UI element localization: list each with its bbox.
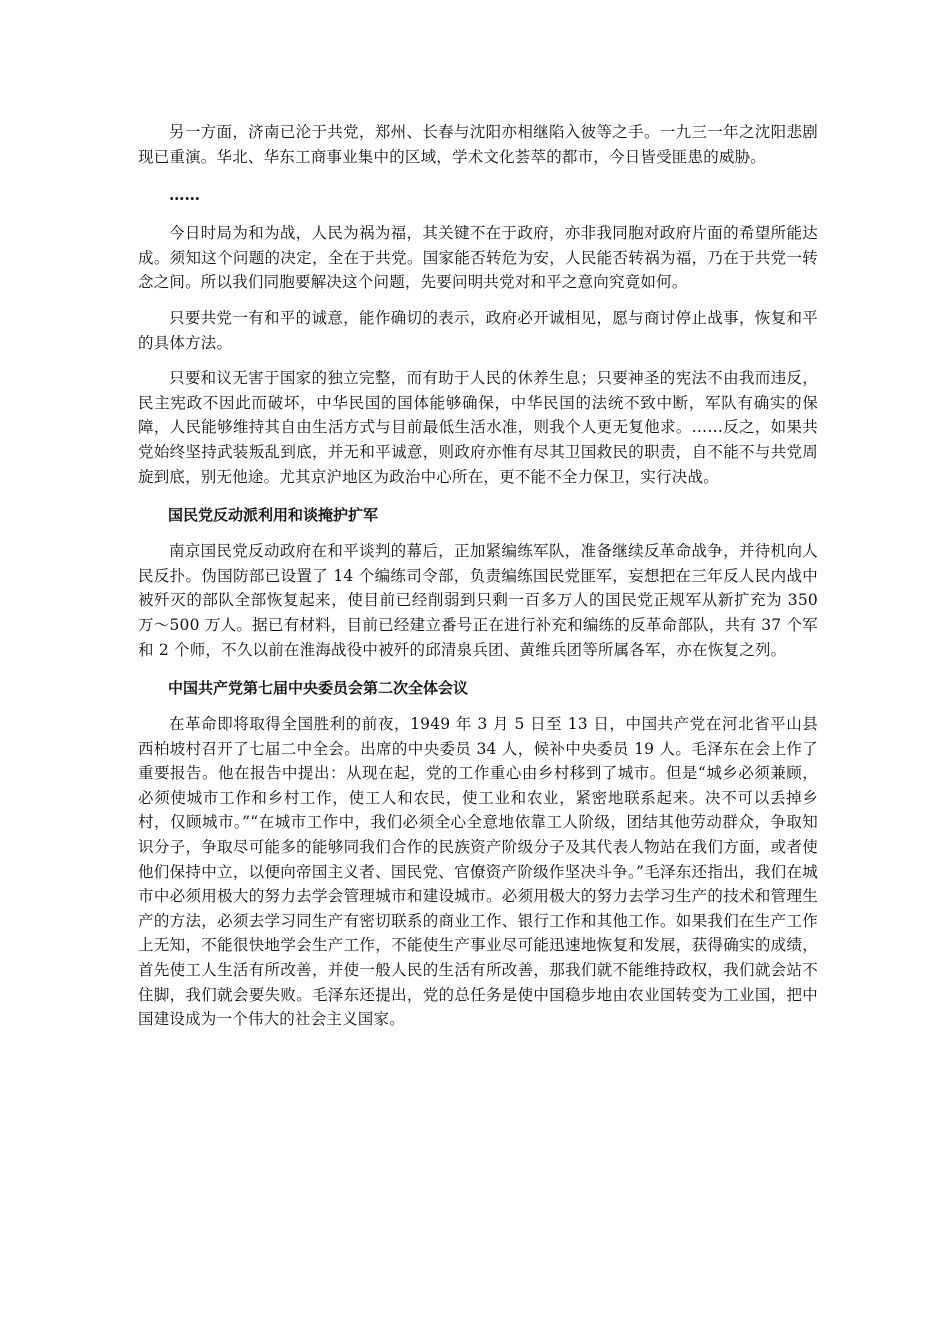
paragraph-army-expansion: 南京国民党反动政府在和平谈判的幕后，正加紧编练军队，准备继续反革命战争，并待机向人民反扑。伪国防部已设置了 14 个编练司令部，负责编练国民党匪军，妄想把在三年反人民内战中被歼灭的部队全部恢复起来，使目前已经削弱到只剩一百多万人的国民党正规军从新扩充为 350 万～500 万人。据已有材料，目前已经建立番号正在进行补充和编练的反革命部队，共有 37 个军和 2 个师，不久以前在淮海战役中被歼的邱清泉兵团、黄维兵团等所属各军，亦在恢复之列。 [138, 542, 818, 659]
paragraph-war-or-peace: 今日时局为和为战，人民为祸为福，其关键不在于政府，亦非我同胞对政府片面的希望所能达成。须知这个问题的决定，全在于共党。国家能否转危为安，人民能否转祸为福，乃在于共党一转念之间。所以我们同胞要解决这个问题，先要问明共党对和平之意向究竟如何。 [138, 224, 818, 292]
document-body [138, 120, 818, 1043]
paragraph-jinan: 另一方面，济南已沦于共党，郑州、长春与沈阳亦相继陷入彼等之手。一九三一年之沈阳悲剧现已重演。华北、华东工商事业集中的区域，学术文化荟萃的都市，今日皆受匪患的威胁。 [138, 123, 818, 166]
section-heading-army-expansion: 国民党反动派利用和谈掩护扩军 [168, 506, 379, 525]
paragraph-second-plenum: 在革命即将取得全国胜利的前夜，1949 年 3 月 5 日至 13 日，中国共产党在河北省平山县西柏坡村召开了七届二中全会。出席的中央委员 34 人，候补中央委员 19 人。毛泽东在会上作了重要报告。他在报告中提出：从现在起，党的工作重心由乡村移到了城市。但是“城乡必须兼顾，必须使城市工作和乡村工作，使工人和农民，使工业和农业，紧密地联系起来。决不可以丢掉乡村，仅顾城市。”“在城市工作中，我们必须全心全意地依靠工人阶级，团结其他劳动群众，争取知识分子，争取尽可能多的能够同我们合作的民族资产阶级分子及其代表人物站在我们方面，或者使他们保持中立，以便向帝国主义者、国民党、官僚资产阶级作坚决斗争。”毛泽东还指出，我们在城市中必须用极大的努力去学会管理城市和建设城市。必须用极大的努力去学习生产的技术和管理生产的方法，必须去学习同生产有密切联系的商业工作、银行工作和其他工作。如果我们在生产工作上无知，不能很快地学会生产工作，不能使生产事业尽可能迅速地恢复和发展，获得确实的成绩，首先使工人生活有所改善，并使一般人民的生活有所改善，那我们就不能维持政权，我们就会站不住脚，我们就会要失败。毛泽东还提出，党的总任务是使中国稳步地由农业国转变为工业国，把中国建设成为一个伟大的社会主义国家。 [138, 715, 818, 1029]
paragraph-sincerity: 只要共党一有和平的诚意，能作确切的表示，政府必开诚相见，愿与商讨停止战事，恢复和平的具体方法。 [138, 308, 818, 352]
ellipsis: …… [169, 185, 200, 205]
section-heading-second-plenum: 中国共产党第七届中央委员会第二次全体会议 [168, 679, 469, 698]
paragraph-conditions: 只要和议无害于国家的独立完整，而有助于人民的休养生息；只要神圣的宪法不由我而违反，民主宪政不因此而破坏，中华民国的国体能够确保，中华民国的法统不致中断，军队有确实的保障，人民能够维持其自由生活方式与目前最低生活水准，则我个人更无复他求。……反之，如果共党始终坚持武装叛乱到底，并无和平诚意，则政府亦惟有尽其卫国救民的职责，自不能不与共党周旋到底，别无他途。尤其京沪地区为政治中心所在，更不能不全力保卫，实行决战。 [138, 369, 818, 486]
